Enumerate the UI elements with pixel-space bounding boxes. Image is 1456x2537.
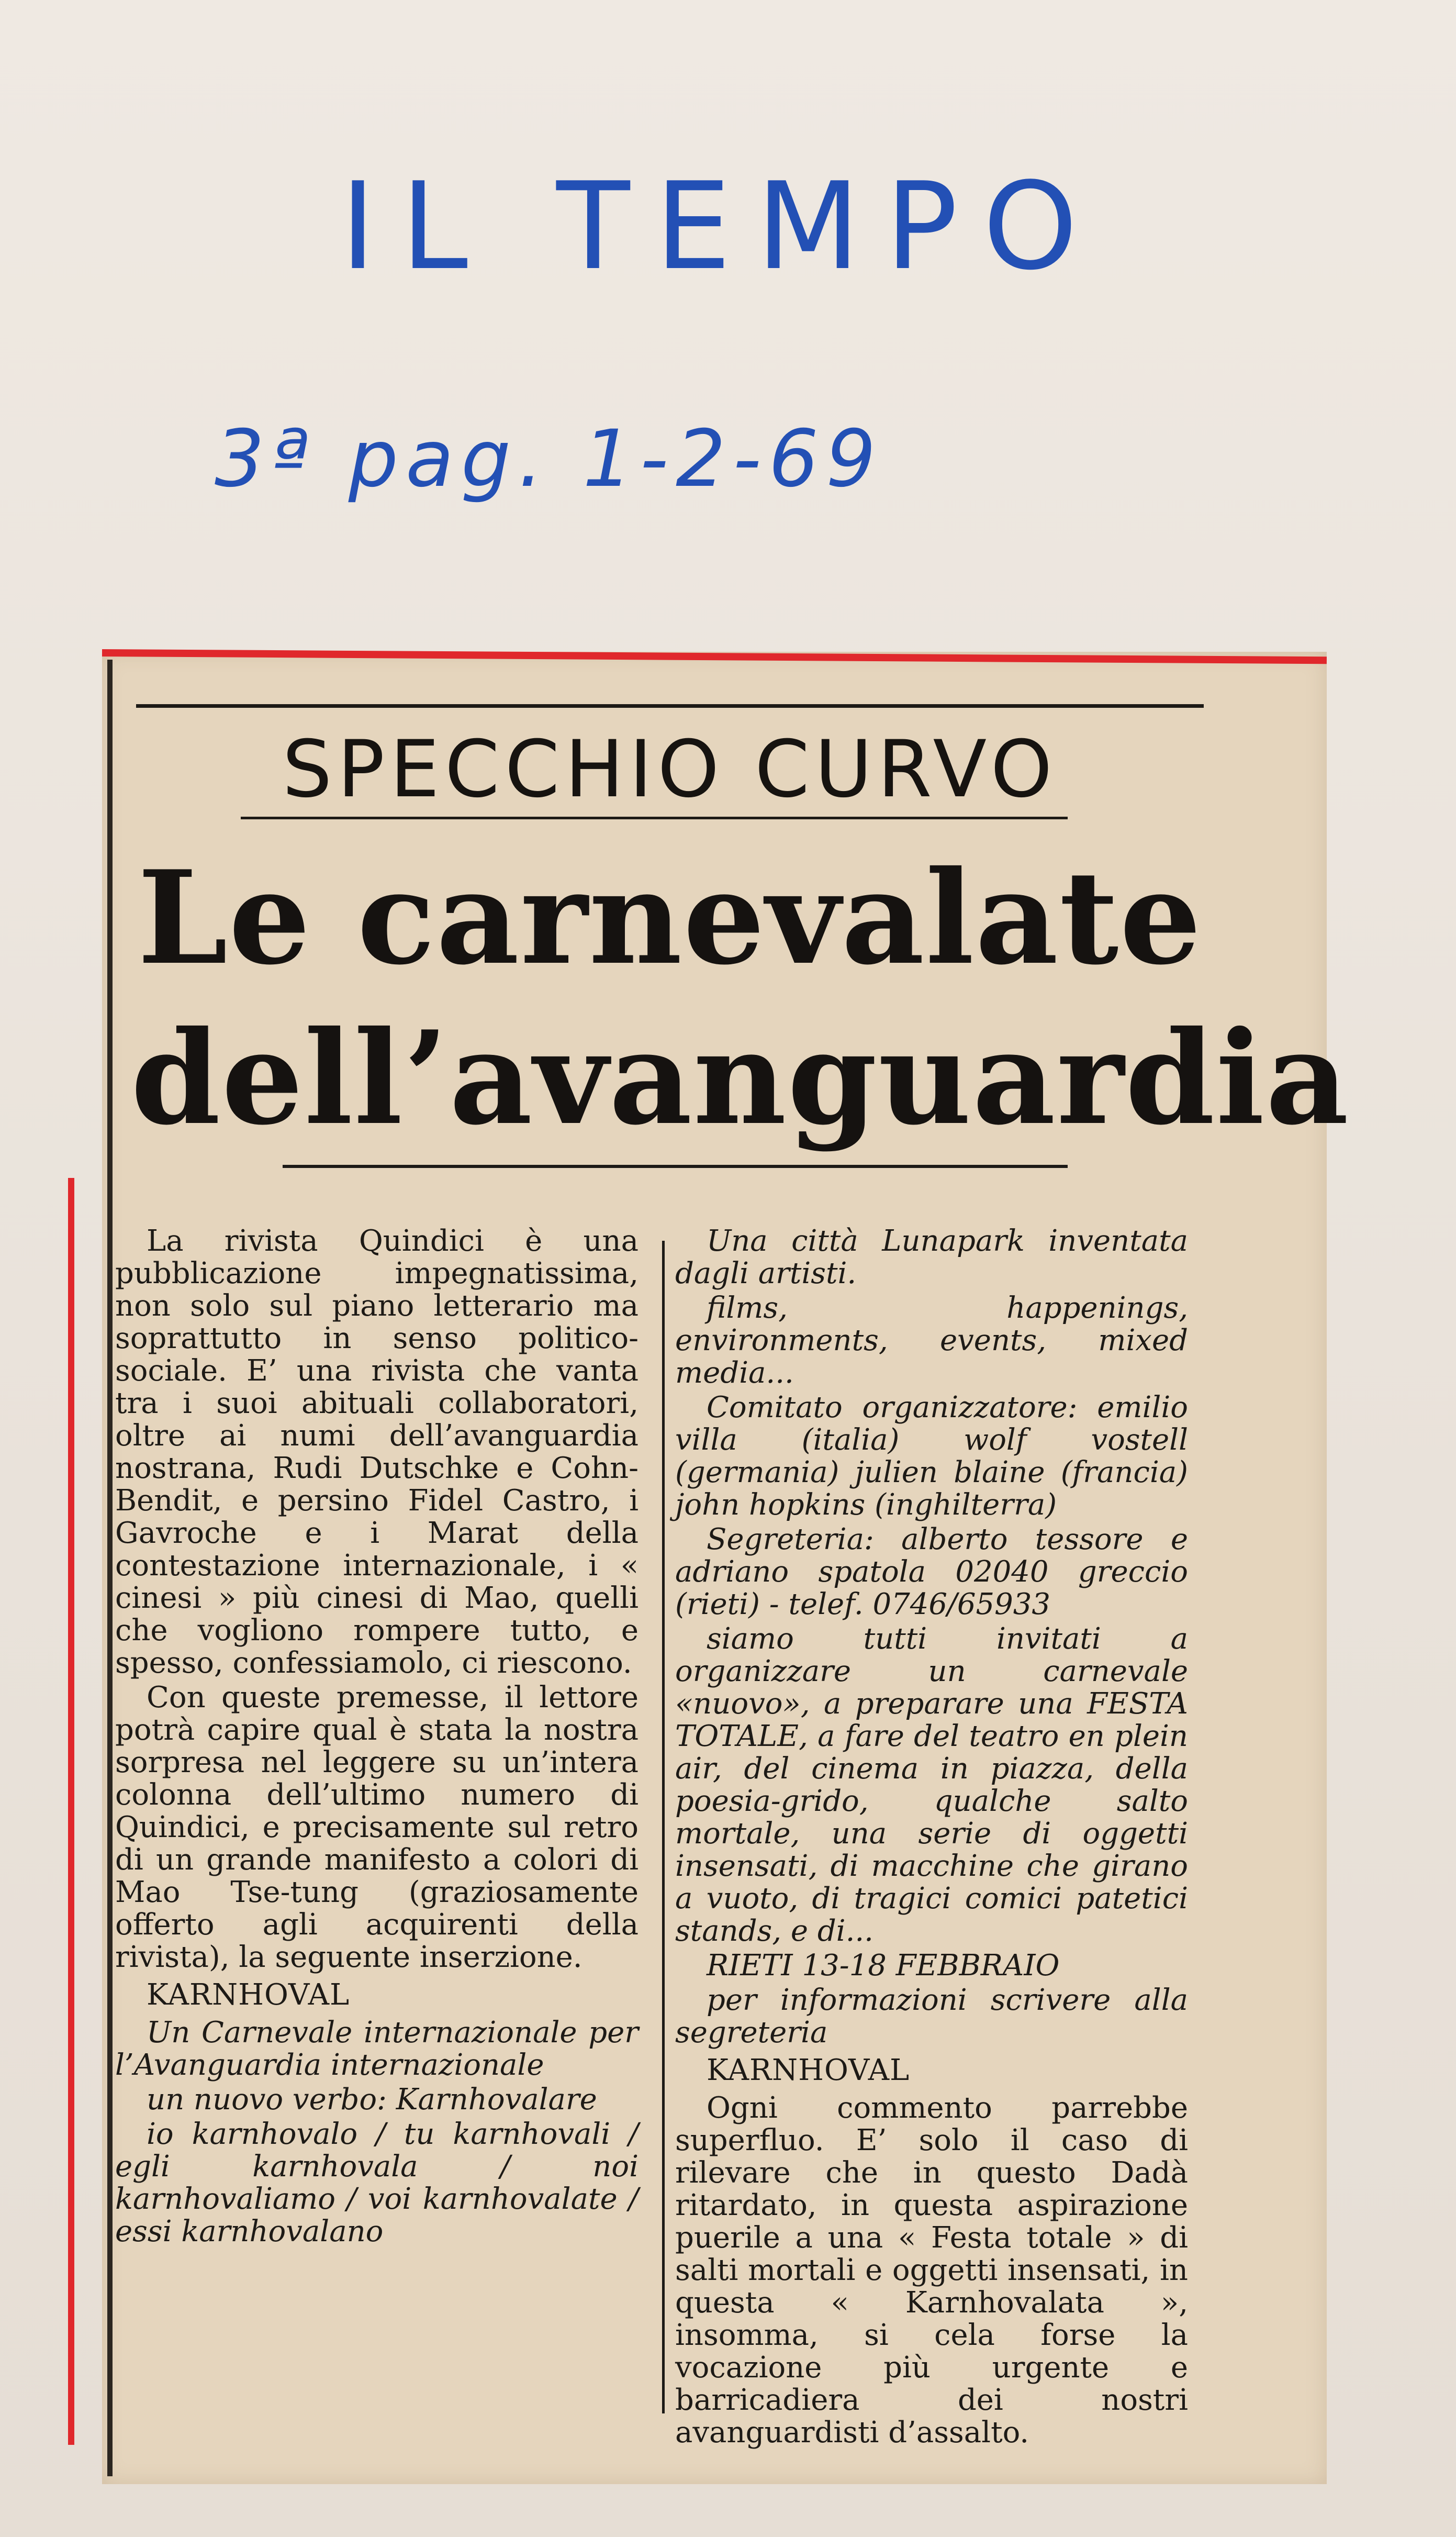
headline-line-1: Le carnevalate: [137, 842, 1203, 993]
ad-signature: KARNHOVAL: [707, 2053, 910, 2087]
red-marker-line-left: [68, 1178, 74, 2445]
headline-rule: [283, 1165, 1068, 1168]
ad-heading: KARNHOVAL: [147, 1978, 350, 2012]
ad-text: un nuovo verbo: Karnhovalare: [147, 2083, 597, 2117]
headline-line-2: dell’avanguardia: [131, 1003, 1350, 1154]
column-divider: [662, 1241, 665, 2413]
ad-text: RIETI 13-18 FEBBRAIO: [707, 1949, 1060, 1983]
ad-text: Un Carnevale internazionale per l’Avanguardia internazionale: [115, 2016, 639, 2082]
article-headline: [131, 838, 1350, 1159]
ad-text: siamo tutti invitati a organizzare un carnevale «nuovo», a preparare una FESTA TOTALE, a fare del teatro en plein air, del cinema in piazza, della poesia-grido, qualche salto mortale, una serie di oggetti insensati, di macchine che girano a vuoto, di tragici comici patetici stands, e di...: [675, 1622, 1188, 1948]
ad-text: per informazioni scrivere alla segreteria: [675, 1983, 1188, 2050]
ad-text: io karnhovalo / tu karnhovali / egli karnhovala / noi karnhovaliamo / voi karnhovalate / essi karnhovalano: [115, 2117, 639, 2249]
handwritten-page-date: 3ª pag. 1-2-69: [215, 414, 883, 505]
article-column-left: [115, 1225, 639, 2250]
ad-text: Segreteria: alberto tessore e adriano spatola 02040 greccio (rieti) - telef. 0746/65933: [675, 1522, 1188, 1621]
paragraph: Con queste premesse, il lettore potrà capire qual è stata la nostra sorpresa nel leggere su un’intera colonna dell’ultimo numero di Quindici, e precisamente sul retro di un grande manifesto a colori di Mao Tse-tung (graziosamente offerto agli acquirenti della rivista), la seguente inserzione.: [115, 1681, 639, 1974]
clipping-left-edge: [107, 660, 113, 2476]
paragraph: La rivista Quindici è una pubblicazione impegnatissima, non solo sul piano letterario ma soprattutto in senso politico-sociale. E’ una rivista che vanta tra i suoi abituali collaboratori, oltre ai numi dell’avanguardia nostrana, Rudi Dutschke e Cohn-Bendit, e persino Fidel Castro, i Gavroche e i Marat della contestazione internazionale, i « cinesi » più cinesi di Mao, quelli che vogliono rompere tutto, e spesso, confessiamolo, ci riescono.: [115, 1224, 639, 1680]
top-rule: [136, 704, 1204, 708]
ad-text: films, happenings, environments, events, mixed media...: [675, 1291, 1188, 1390]
article-column-right: [675, 1225, 1188, 2451]
ad-text: Comitato organizzatore: emilio villa (italia) wolf vostell (germania) julien blaine (francia) john hopkins (inghilterra): [675, 1390, 1188, 1522]
section-kicker: SPECCHIO CURVO: [282, 724, 1058, 815]
paragraph: Ogni commento parrebbe superfluo. E’ solo il caso di rilevare che in questo Dadà ritardato, in questa aspirazione puerile a una « Festa totale » di salti mortali e oggetti insensati, in questa « Karnhovalata », insomma, si cela forse la vocazione più urgente e barricadiera dei nostri avanguardisti d’assalto.: [675, 2091, 1188, 2450]
handwritten-newspaper-name: IL TEMPO: [340, 157, 1103, 297]
ad-text: Una città Lunapark inventata dagli artisti.: [675, 1224, 1188, 1290]
kicker-rule: [241, 817, 1068, 819]
